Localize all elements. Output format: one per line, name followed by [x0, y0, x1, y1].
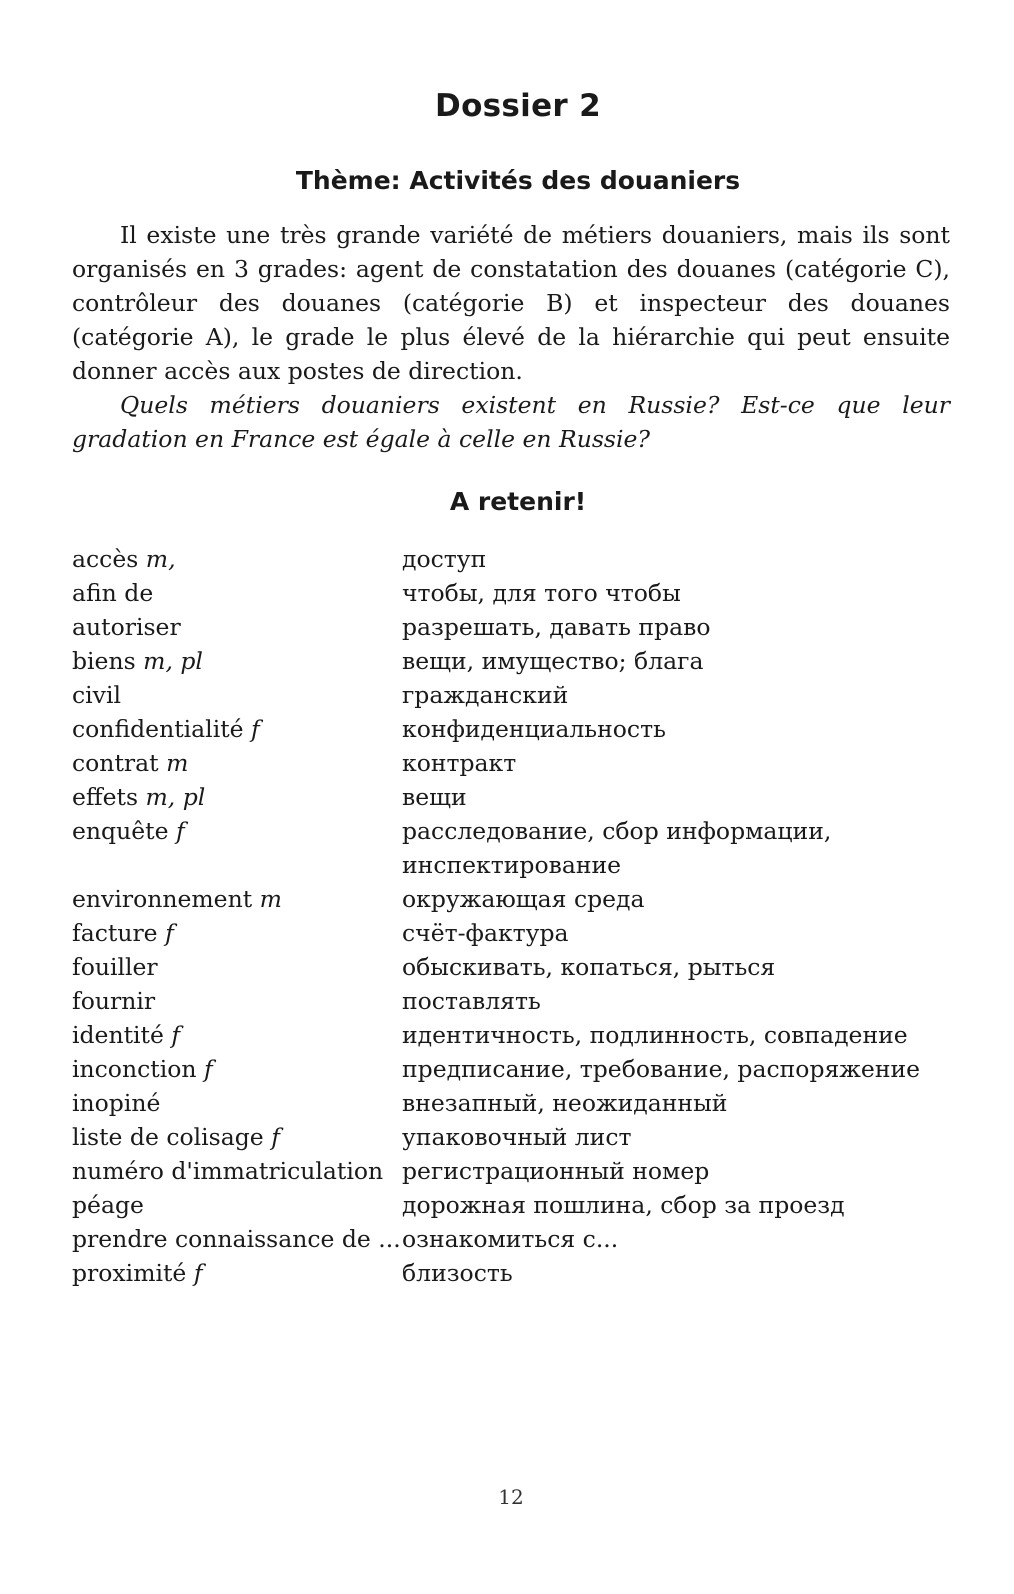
vocab-grammar: f — [193, 1259, 203, 1287]
page-title: Dossier 2 — [435, 88, 601, 124]
vocab-row — [72, 1086, 952, 1120]
vocab-term: environnement — [72, 885, 253, 913]
vocab-row — [72, 950, 952, 984]
vocab-french-term — [72, 1086, 402, 1120]
vocab-french-term — [72, 644, 402, 678]
vocab-row — [72, 746, 952, 780]
vocab-french-term — [72, 576, 402, 610]
vocab-french-term — [72, 542, 402, 576]
vocab-french-term — [72, 746, 402, 780]
vocab-russian-translation: чтобы, для того чтобы — [402, 579, 681, 607]
vocab-term: biens — [72, 647, 136, 675]
vocab-french-term — [72, 1222, 402, 1256]
vocab-term: prendre connaissance de ... — [72, 1225, 401, 1253]
vocab-grammar: f — [251, 715, 260, 743]
vocab-grammar: m, pl — [145, 783, 206, 811]
vocab-russian-translation: дорожная пошлина, сбор за проезд — [402, 1191, 845, 1219]
vocab-row — [72, 916, 952, 950]
vocab-term: enquête — [72, 817, 169, 845]
vocab-term: confidentialité — [72, 715, 244, 743]
vocab-french-term — [72, 916, 402, 950]
vocab-row — [72, 1222, 952, 1256]
vocab-row — [72, 882, 952, 916]
vocab-russian-translation: близость — [402, 1259, 513, 1287]
vocab-russian-translation: гражданский — [402, 681, 569, 709]
question-paragraph: Quels métiers douaniers existent en Russie? Est-ce que leur gradation en France est égale à celle en Russie? — [72, 391, 950, 453]
vocab-row — [72, 1018, 952, 1052]
vocab-grammar: m — [166, 749, 189, 777]
vocab-term: péage — [72, 1191, 144, 1219]
vocab-row — [72, 678, 952, 712]
theme-heading: Thème: Activités des douaniers — [295, 166, 741, 195]
vocab-french-term — [72, 984, 402, 1018]
intro-paragraph: Il existe une très grande variété de métiers douaniers, mais ils sont organisés en 3 grades: agent de constatation des douanes (catégorie C), contrôleur des douanes (catégorie B) et inspecteur des douanes (catégorie A), le grade le plus élevé de la hiérarchie qui peut ensuite donner accès aux postes de direction. — [72, 221, 950, 385]
vocab-grammar: f — [271, 1123, 280, 1151]
vocab-row — [72, 644, 952, 678]
vocab-french-term — [72, 1052, 402, 1086]
vocab-russian-translation: окружающая среда — [402, 885, 645, 913]
vocab-term: liste de colisage — [72, 1123, 264, 1151]
vocab-french-term — [72, 882, 402, 916]
vocab-russian-translation: предписание, требование, распоряжение — [402, 1055, 921, 1083]
vocab-row — [72, 610, 952, 644]
vocab-grammar: m, — [145, 545, 176, 573]
vocab-russian-translation: регистрационный номер — [402, 1157, 710, 1185]
vocab-russian-translation: поставлять — [402, 987, 541, 1015]
vocab-french-term — [72, 1018, 402, 1052]
vocab-grammar: m, pl — [143, 647, 203, 675]
vocab-grammar: f — [165, 919, 174, 947]
vocab-french-term — [72, 610, 402, 644]
vocab-russian-translation: счёт-фактура — [402, 919, 569, 947]
vocab-term: autoriser — [72, 613, 181, 641]
vocab-russian-translation: контракт — [402, 749, 517, 777]
vocab-russian-translation: обыскивать, копаться, рыться — [402, 953, 776, 981]
vocab-term: accès — [72, 545, 139, 573]
vocab-row — [72, 780, 952, 814]
vocab-row — [72, 1052, 952, 1086]
vocab-french-term — [72, 712, 402, 746]
vocab-term: proximité — [72, 1259, 187, 1287]
vocab-row — [72, 576, 952, 610]
vocab-french-term — [72, 1154, 402, 1188]
vocab-russian-translation: внезапный, неожиданный — [402, 1089, 728, 1117]
vocab-term: fouiller — [72, 953, 158, 981]
vocab-french-term — [72, 1120, 402, 1154]
vocab-russian-translation: расследование, сбор информации, инспектирование — [402, 817, 832, 879]
vocab-grammar: f — [171, 1021, 181, 1049]
vocab-russian-translation: упаковочный лист — [402, 1123, 632, 1151]
vocab-french-term — [72, 780, 402, 814]
vocab-term: fournir — [72, 987, 156, 1015]
vocab-french-term — [72, 814, 402, 882]
vocab-term: civil — [72, 681, 121, 709]
vocab-term: inopiné — [72, 1089, 161, 1117]
vocab-term: numéro d'immatriculation — [72, 1157, 384, 1185]
vocab-term: identité — [72, 1021, 164, 1049]
vocab-russian-translation: вещи — [402, 783, 467, 811]
vocab-grammar: m — [259, 885, 282, 913]
vocab-grammar: f — [203, 1055, 213, 1083]
vocab-grammar: f — [175, 817, 185, 845]
vocab-row — [72, 1154, 952, 1188]
vocab-russian-translation: конфиденциальность — [402, 715, 666, 743]
vocab-french-term — [72, 678, 402, 712]
vocab-french-term — [72, 1256, 402, 1290]
vocab-russian-translation: вещи, имущество; блага — [402, 647, 704, 675]
intro-text — [72, 218, 950, 456]
vocab-term: inconction — [72, 1055, 197, 1083]
vocab-row — [72, 984, 952, 1018]
vocab-french-term — [72, 1188, 402, 1222]
vocab-russian-translation: доступ — [402, 545, 487, 573]
vocab-term: contrat — [72, 749, 159, 777]
page-number: 12 — [498, 1485, 524, 1509]
vocab-term: effets — [72, 783, 139, 811]
vocab-row — [72, 1120, 952, 1154]
vocab-row — [72, 1256, 952, 1290]
vocab-row — [72, 712, 952, 746]
vocab-russian-translation: идентичность, подлинность, совпадение — [402, 1021, 908, 1049]
vocab-row — [72, 1188, 952, 1222]
vocab-russian-translation: разрешать, давать право — [402, 613, 711, 641]
vocab-row — [72, 814, 952, 882]
vocabulary-list — [72, 542, 952, 1290]
vocab-russian-translation: ознакомиться с... — [402, 1225, 619, 1253]
vocab-term: facture — [72, 919, 158, 947]
vocab-term: afin de — [72, 579, 154, 607]
vocab-french-term — [72, 950, 402, 984]
retenir-heading: A retenir! — [449, 487, 587, 516]
vocab-row — [72, 542, 952, 576]
